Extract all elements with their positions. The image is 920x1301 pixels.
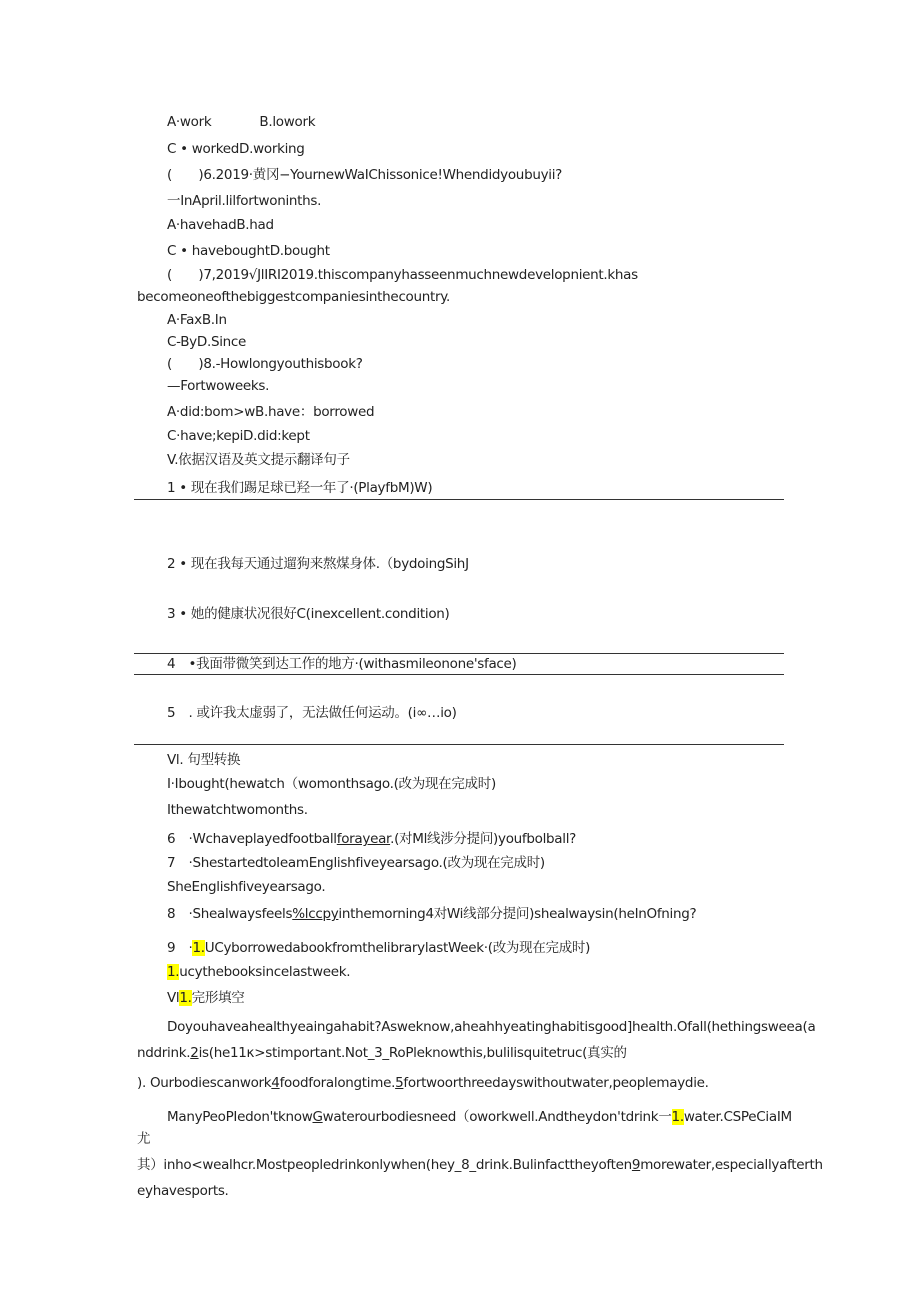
transform-7: 7 ·ShestartedtoIeamEnglishfiveyearsago.(改为现在完成时): [167, 855, 545, 871]
section-vii-prefix: Vl: [167, 990, 180, 1006]
answer-line: [134, 744, 784, 745]
q6-option-c-d: C • haveboughtD.bought: [167, 243, 330, 259]
q6-option-a-b: A·havehadB.had: [167, 217, 274, 233]
blank-3: _3_: [367, 1045, 389, 1061]
section-vii-heading: [167, 989, 244, 1007]
highlight-mark: 1.: [192, 940, 205, 956]
transform-9-number: 9 ·: [167, 940, 193, 956]
passage-text: fortwoorthreedayswithoutwater,peoplemaydie.: [403, 1075, 709, 1091]
passage-line-3: [137, 1074, 709, 1092]
transform-8: [167, 905, 696, 923]
underlined-phrase: forayear: [336, 831, 391, 847]
passage-line-6: [137, 1156, 823, 1174]
question-6: ( )6.2019·黄冈−YournewWaIChissonice!Whendidyoubuyii?: [167, 167, 563, 183]
passage-text: morewater,especiallyafterth: [640, 1157, 823, 1173]
highlight-mark: 1.: [179, 990, 192, 1006]
transform-1-answer: Ithewatchtwomonths.: [167, 802, 308, 818]
blank-6: G: [312, 1109, 323, 1125]
blank-9: 9: [631, 1157, 641, 1173]
passage-line-5: 尤: [137, 1131, 151, 1147]
passage-line-2: [137, 1044, 627, 1062]
transform-6-start: 6 ·Wchaveplayedfootball: [167, 831, 337, 847]
translation-3: 3 • 她的健康状况很好C(inexcellent.condition): [167, 606, 450, 622]
q7-option-a-b: A·FaxB.In: [167, 312, 227, 328]
translation-4: 4 •我面带微笑到达工作的地方·(withasmileonone'sface): [167, 656, 517, 672]
passage-text: water.CSPeCiaIM: [683, 1109, 792, 1125]
highlight-mark: 1.: [167, 964, 180, 980]
translation-5: 5 . 或许我太虚弱了，无法做任何运动。(i∞…io): [167, 705, 457, 721]
section-vii-title: 完形填空: [191, 990, 245, 1006]
translation-1: 1 • 现在我们踢足球已羟一年了·(PlayfbM)W): [167, 480, 433, 496]
passage-text: foodforalongtime.: [279, 1075, 396, 1091]
question-6-answer: 一InApril.lilfortwoninths.: [167, 193, 322, 209]
passage-line-1: Doyouhaveahealthyeaingahabit?Asweknow,aheahhyeatinghabitisgood]health.Ofall(hethingsweea(a: [167, 1019, 816, 1035]
passage-text: 其）inho<wealhcr.Mostpeopledrinkonlywhen(hey_8_drink.Bulinfacttheyoften: [137, 1157, 632, 1173]
transform-8-end: inthemorning4对Wi线部分提问)shealwaysin(heInOfning?: [338, 906, 697, 922]
transform-6: [167, 830, 576, 848]
answer-line: [134, 499, 784, 500]
q7-option-c-d: C-ByD.Since: [167, 334, 247, 350]
passage-text: RoPleknowthis,bulilisquitetruc(真实的: [388, 1045, 627, 1061]
passage-text: ManyPeoPIedon'tknow: [167, 1109, 313, 1125]
passage-text: ). Ourbodiescanwork: [137, 1075, 272, 1091]
translation-2: 2 • 现在我每天通过遛狗来熬煤身体.（bydoingSihJ: [167, 556, 469, 572]
transform-9: [167, 939, 590, 957]
passage-text: is(he11κ>stimportant.Not: [198, 1045, 368, 1061]
blank-5: 5: [395, 1075, 404, 1091]
transform-9-answer-text: ucythebooksincelastweek.: [179, 964, 351, 980]
section-vi-heading: Vl. 句型转换: [167, 752, 241, 768]
blank-4: 4: [271, 1075, 280, 1091]
transform-7-answer: SheEnglishfiveyearsago.: [167, 879, 326, 895]
question-7: ( )7,2019√JlIRI2019.thiscompanyhasseenmuchnewdevelopnient.khas: [167, 267, 638, 283]
option-b: B.lowork: [259, 114, 316, 130]
underlined-phrase: %lccpy: [292, 906, 339, 922]
passage-line-7: eyhavesports.: [137, 1183, 229, 1199]
transform-1: I·Ibought(hewatch（womonthsago.(改为现在完成时): [167, 776, 496, 792]
answer-line: [134, 653, 784, 654]
transform-9-text: UCyborrowedabookfromthelibrarylastWeek·(改为现在完成时): [204, 940, 591, 956]
question-7-cont: becomeoneofthebiggestcompaniesinthecountry.: [137, 289, 451, 305]
blank-2: 2: [190, 1045, 199, 1061]
transform-9-answer: [167, 963, 350, 981]
q8-option-c-d: C·have;kepiD.did:kept: [167, 428, 310, 444]
passage-line-4: [167, 1108, 792, 1126]
highlight-mark: 1.: [671, 1109, 684, 1125]
blank-7: 一: [658, 1109, 672, 1125]
section-v-heading: V.依据汉语及英文提示翻译句子: [167, 452, 350, 468]
transform-8-start: 8 ·Shealwaysfeels: [167, 906, 293, 922]
transform-6-end: .(对Ml线涉分提问)youfbolball?: [390, 831, 577, 847]
option-a-b: [167, 113, 315, 131]
passage-text: waterourbodiesneed（oworkwell.Andtheydon'tdrink: [322, 1109, 659, 1125]
q8-option-a-b: A·did:bom>wB.have：borrowed: [167, 404, 375, 420]
question-8: ( )8.-Howlongyouthisbook?: [167, 356, 363, 372]
option-c-d: C • workedD.working: [167, 141, 305, 157]
option-a: A·work: [167, 114, 212, 130]
question-8-answer: —Fortwoweeks.: [167, 378, 270, 394]
passage-text: nddrink.: [137, 1045, 191, 1061]
answer-line: [134, 674, 784, 675]
